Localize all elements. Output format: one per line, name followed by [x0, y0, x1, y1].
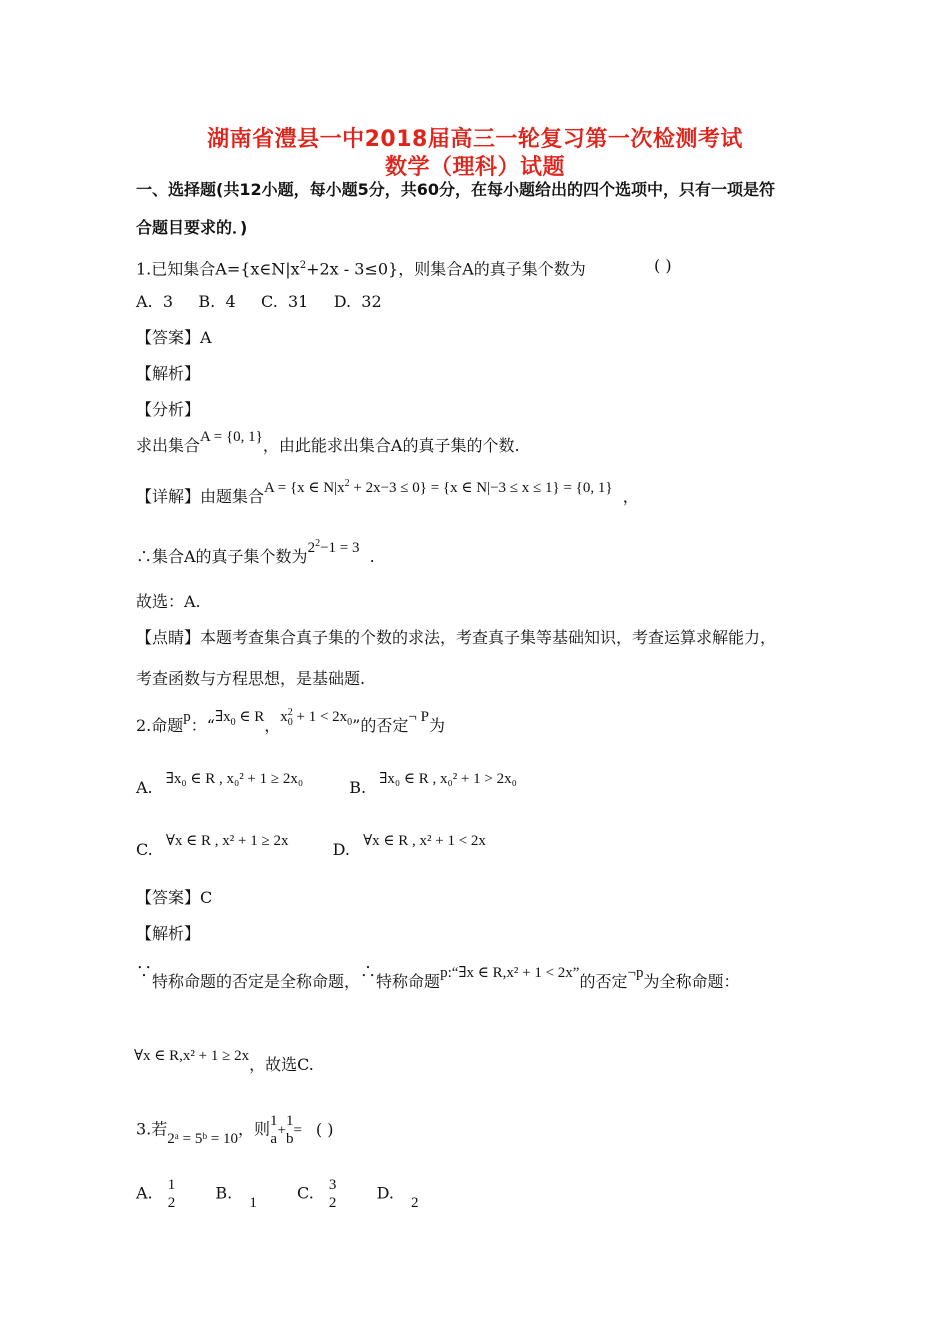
q2-because: ∵	[136, 962, 153, 981]
q3-frac1-num: 1	[269, 1113, 278, 1129]
q1-detail-sup: 2	[344, 478, 350, 489]
q1-detail-math	[264, 480, 613, 496]
q2-exp-b: 特称命题	[376, 972, 441, 991]
q3-optA-den: 2	[167, 1195, 176, 1211]
q2-options-cd	[136, 833, 486, 861]
q2-suffix-pre: 的否定	[360, 716, 409, 735]
q1-therefore-sup: 2	[315, 538, 321, 549]
q1-therefore	[136, 538, 375, 568]
q3-optC-label: C.	[297, 1183, 314, 1203]
q1-suffix: ，则集合A的真子集个数为	[398, 259, 586, 279]
question-2-stem	[136, 706, 445, 743]
section-heading: 一、选择题(共12小题，每小题5分，共60分，在每小题给出的四个选项中，只有一项是符	[136, 180, 775, 199]
q1-fenxi-post: ，由此能求出集合A的真子集的个数.	[262, 436, 520, 455]
q1-fenxi-label: 【分析】	[136, 400, 201, 419]
q3-optA-num: 1	[167, 1177, 176, 1193]
q2-optC-math: ∀x ∈ R , x² + 1 ≥ 2x	[165, 833, 289, 849]
q2-exp-p: p:	[440, 965, 452, 981]
q1-fenxi-text	[136, 429, 520, 457]
q2-optD-label: D.	[332, 840, 350, 859]
q3-eq: =	[293, 1122, 302, 1139]
q2-quote-close: ”	[352, 716, 361, 735]
q3-frac2-den: b	[285, 1131, 294, 1147]
page-title: 湖南省澧县一中2018届高三一轮复习第一次检测考试	[207, 127, 743, 152]
q2-math	[214, 709, 265, 728]
q2-exp-d: 为全称命题：	[643, 972, 740, 991]
q2-exp-a: 特称命题的否定是全称命题，	[152, 972, 361, 991]
q1-detail-math-a: A = {x ∈ N|x	[264, 480, 345, 496]
q3-optA-frac	[168, 1176, 176, 1212]
q3-frac1-den: a	[270, 1131, 278, 1147]
q1-therefore-math	[308, 540, 360, 556]
q3-optB-label: B.	[215, 1183, 233, 1203]
q1-jiexi-label: 【解析】	[136, 364, 201, 383]
q1-comment-1: 【点睛】本题考查集合真子集的个数的求法，考查真子集等基础知识，考查运算求解能力，	[136, 628, 777, 647]
q2-neg: ¬ P	[408, 709, 429, 725]
q2-prefix: 2.命题	[136, 716, 184, 735]
q2-comma: ，	[264, 716, 281, 735]
q2-colon: ：	[190, 716, 207, 735]
q1-detail-label: 【详解】由题集合	[136, 487, 265, 506]
q2-math-2	[280, 706, 353, 728]
q2-math-c-sub: 0	[287, 716, 293, 728]
q1-set-rest: +2x - 3≤0}	[306, 259, 399, 279]
q2-math-b: ∈ R	[235, 709, 265, 725]
q2-answer: 【答案】C	[136, 888, 213, 907]
q3-mid: ，则	[237, 1119, 270, 1139]
q1-prefix: 1.已知集合	[136, 259, 216, 279]
q1-set: A={x∈N|x	[215, 259, 300, 279]
q1-fenxi-math: A = {0, 1}	[200, 429, 263, 445]
q1-detail-end: ，	[622, 487, 639, 506]
q2-math-c-sup: 2	[287, 706, 293, 718]
q2-concl-math: ∀x ∈ R,x² + 1 ≥ 2x	[134, 1048, 250, 1064]
q2-p: p	[183, 709, 191, 725]
q1-therefore-pre: ∴集合A的真子集个数为	[136, 547, 308, 566]
q1-answer-paren: ( )	[654, 256, 672, 275]
q2-optB-label: B.	[349, 778, 367, 797]
q3-plus: +	[277, 1122, 286, 1139]
q1-fenxi-pre: 求出集合	[136, 436, 201, 455]
q3-optC-frac	[329, 1176, 337, 1212]
q1-answer: 【答案】A	[136, 328, 212, 347]
q3-cond: 2ᵃ = 5ᵇ = 10	[167, 1130, 238, 1147]
q2-quote-open: “	[206, 716, 215, 735]
q2-optD-math: ∀x ∈ R , x² + 1 < 2x	[363, 833, 486, 849]
q3-optB-val: 1	[249, 1194, 257, 1211]
q2-math-c: x	[280, 709, 288, 725]
q2-suffix: 为	[428, 716, 445, 735]
q2-optA-math: ∃x₀ ∈ R , x₀² + 1 ≥ 2x₀	[165, 771, 304, 787]
q3-optA-label: A.	[136, 1183, 153, 1203]
q1-therefore-end: .	[369, 547, 375, 566]
q1-therefore-math-b: −1 = 3	[320, 540, 360, 556]
q1-therefore-math-a: 2	[307, 540, 316, 556]
q3-optC-den: 2	[328, 1195, 337, 1211]
q3-options	[136, 1176, 419, 1212]
q1-choose: 故选：A.	[136, 592, 201, 611]
page-subtitle: 数学（理科）试题	[384, 155, 565, 180]
q2-therefore: ∴	[360, 962, 377, 981]
q2-optA-label: A.	[136, 778, 153, 797]
q2-jiexi-label: 【解析】	[136, 924, 201, 943]
q3-optD-val: 2	[411, 1194, 419, 1211]
q3-frac2-num: 1	[285, 1113, 294, 1129]
q3-optC-num: 3	[328, 1177, 337, 1193]
q2-explanation	[136, 962, 740, 993]
q2-exp-quote: “∃x ∈ R,x² + 1 < 2x”	[451, 965, 580, 981]
q3-answer-paren: ( )	[315, 1119, 334, 1139]
question-3-stem	[136, 1112, 333, 1148]
section-heading-cont: 合题目要求的．)	[136, 218, 248, 237]
q1-set-sup: 2	[299, 260, 307, 271]
q1-detail	[136, 478, 639, 508]
q2-sub0: 0	[230, 717, 236, 728]
q2-math-d: + 1 < 2x	[292, 709, 348, 725]
q1-options: A. 3 B. 4 C. 31 D. 32	[136, 292, 382, 311]
q2-conclusion	[134, 1048, 314, 1076]
q1-comment-2: 考查函数与方程思想，是基础题.	[136, 669, 366, 688]
q2-optC-label: C.	[136, 840, 153, 859]
q2-math-d-sub: 0	[347, 717, 353, 728]
q1-detail-math-b: + 2x−3 ≤ 0} = {x ∈ N|−3 ≤ x ≤ 1} = {0, 1}	[349, 480, 613, 496]
q2-math-a: ∃x	[214, 709, 231, 725]
q2-options-ab	[136, 771, 517, 799]
q2-exp-negp: ¬p	[627, 965, 644, 981]
q2-exp-c: 的否定	[579, 972, 628, 991]
q2-concl-text: ，故选C.	[249, 1055, 314, 1074]
question-1-stem	[136, 256, 586, 279]
q3-prefix: 3.若	[136, 1119, 168, 1139]
q2-optB-math: ∃x₀ ∈ R , x₀² + 1 > 2x₀	[379, 771, 517, 787]
q3-optD-label: D.	[376, 1183, 394, 1203]
